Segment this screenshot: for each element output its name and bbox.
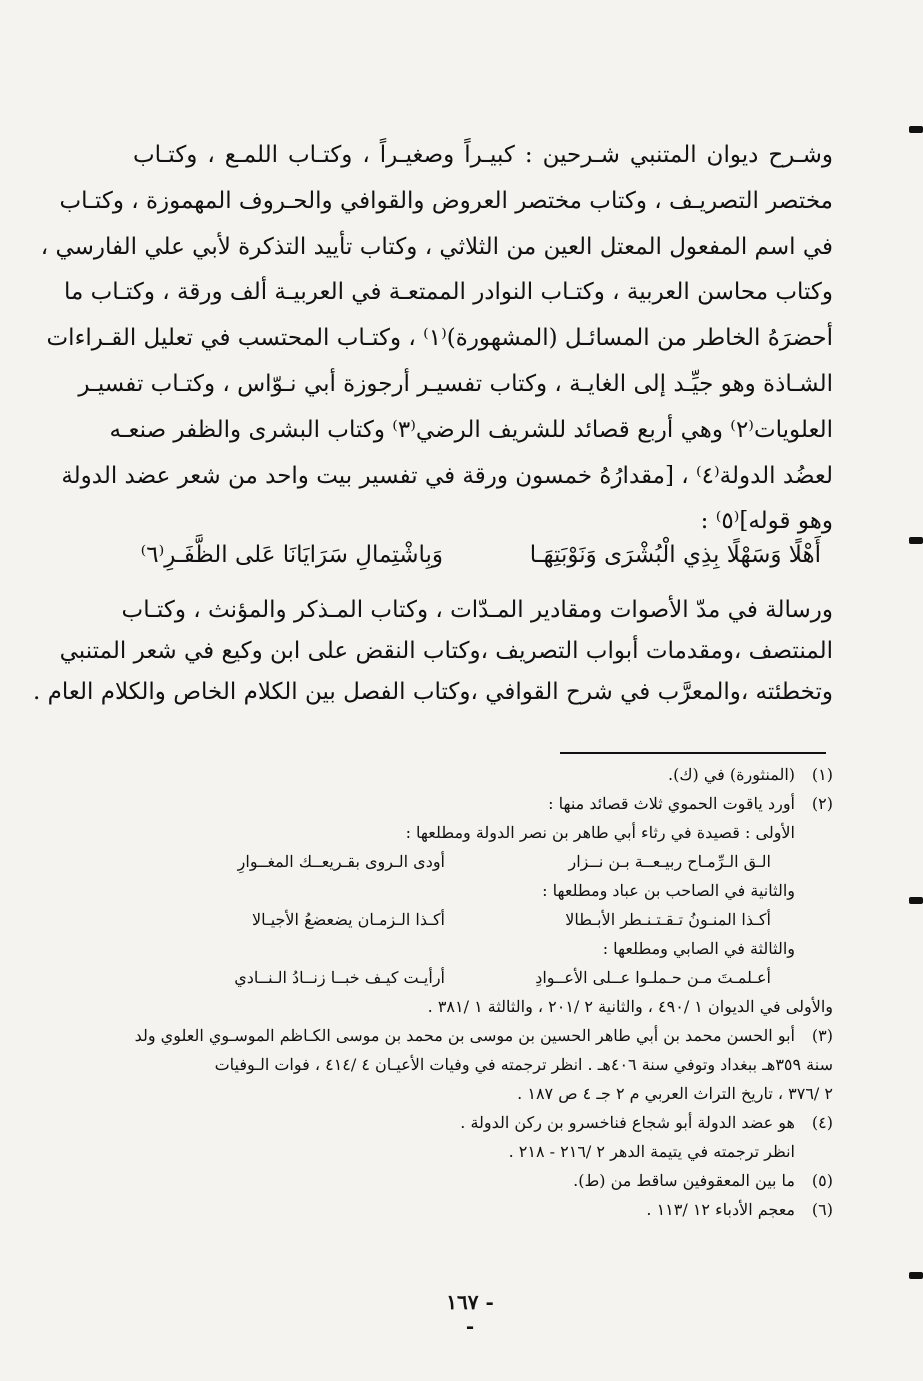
footnote-3 [133, 1021, 833, 1050]
verse-second-hemistich: أكـذا الـزمـان يضعضعُ الأجيـالا [252, 910, 445, 929]
footnote-line: هو عضد الدولة أبو شجاع فناخسرو بن ركن الدولة . [460, 1113, 795, 1132]
footnote-line: والثانية في الصاحب بن عباد ومطلعها : [542, 881, 795, 900]
footnote-line: أبو الحسن محمد بن أبي طاهر الحسين بن موسى بن محمد بن موسى الكـاظم الموسـوي العلوي ولد [134, 1026, 795, 1045]
footnote-line: الأولى : قصيدة في رثاء أبي طاهر بن نصر الدولة ومطلعها : [405, 823, 795, 842]
body-line: الشـاذة وهو جيِّـد إلى الغايـة ، وكتاب تفسيـر أرجوزة أبي نـوّاس ، وكتـاب تفسيـر [78, 370, 833, 397]
footnote-number: (٦) [811, 1200, 833, 1219]
poem-verse [133, 905, 795, 934]
footnote-4 [133, 1108, 833, 1166]
verse-second-hemistich: وَبِاشْتِمالِ سَرَايَانَا عَلى الظَّفَـرِ⁽٦⁾ [140, 542, 443, 568]
verse-second-hemistich: أرأيـت كيـف خبــا زنــادُ الـنــادي [234, 968, 445, 987]
body-line: وهو قوله]⁽٥⁾ : [700, 508, 833, 535]
main-text-continued [33, 590, 833, 713]
body-line: مختصر التصريـف ، وكتاب مختصر العروض والقوافي والحـروف المهموزة ، وكتـاب [59, 187, 833, 214]
body-line: ورسالة في مدّ الأصوات ومقادير المـدّات ، وكتاب المـذكر والمؤنث ، وكتـاب [121, 597, 833, 623]
footnote-1 [133, 760, 833, 789]
footnote-line: سنة ٣٥٩هـ ببغداد وتوفي سنة ٤٠٦هـ . انظر ترجمته في وفيات الأعيـان ٤ /٤١٤ ، فوات الـوفيات [214, 1055, 833, 1074]
footnote-text: ما بين المعقوفين ساقط من (ط). [573, 1171, 795, 1190]
body-line: وكتاب محاسن العربية ، وكتـاب النوادر الممتعـة في العربيـة ألف ورقة ، وكتـاب ما [63, 279, 833, 306]
footnote-text [133, 1021, 795, 1050]
footnote-number: (٤) [811, 1113, 833, 1132]
body-line: في اسم المفعول المعتل العين من الثلاثي ، وكتاب تأييد التذكرة لأبي علي الفارسي ، [40, 233, 833, 260]
verse-first-hemistich: أكـذا المنـونُ تـقـتـنـطر الأبـطالا [565, 910, 771, 929]
body-line: وتخطئته ،والمعرَّب في شرح القوافي ،وكتاب الفصل بين الكلام الخاص والكلام العام . [33, 679, 833, 705]
footnote-2-references [133, 992, 833, 1021]
page-number: - ١٦٧ - [446, 1290, 494, 1338]
footnote-text: (المنثورة) في (ك). [668, 765, 795, 784]
poem-verse [133, 847, 795, 876]
body-line: أحضرَهُ الخاطر من المسائـل (المشهورة)⁽١⁾ ، وكتـاب المحتسب في تعليل القـراءات [46, 325, 833, 352]
scan-edge-mark [909, 897, 923, 904]
footnote-number: (١) [811, 765, 833, 784]
body-line: العلويات⁽٢⁾ وهي أربع قصائد للشريف الرضي⁽٣⁾ وكتاب البشرى والظفر صنعـه [109, 416, 833, 443]
footnote-number: (٢) [811, 794, 833, 813]
scan-edge-mark [909, 537, 923, 544]
footnote-text [133, 1050, 833, 1108]
footnote-line: أورد ياقوت الحموي ثلاث قصائد منها : [548, 794, 795, 813]
footnote-line: والثالثة في الصابي ومطلعها : [602, 939, 795, 958]
footnote-number: (٥) [811, 1171, 833, 1190]
verse-first-hemistich: أعـلمـتَ مـن حـملـوا عــلى الأعــوادِ [535, 968, 771, 987]
body-line: المنتصف ،ومقدمات أبواب التصريف ،وكتاب النقض على ابن وكيع في شعر المتنبي [59, 638, 833, 664]
footnote-line: انظر ترجمته في يتيمة الدهر ٢ /٢١٦ - ٢١٨ . [508, 1142, 795, 1161]
footnote-text [133, 1108, 795, 1166]
footnote-number: (٣) [811, 1026, 833, 1045]
footnote-text [133, 789, 795, 992]
scan-edge-mark [909, 1272, 923, 1279]
footnote-3-continued [133, 1050, 833, 1108]
poetry-verse [133, 542, 833, 588]
verse-second-hemistich: أودى الـروى بقـريعــك المغــوارِ [237, 852, 445, 871]
footnote-line: ٢ /٣٧٦ ، تاريخ التراث العربي م ٢ جـ ٤ ص ١٨٧ . [517, 1084, 833, 1103]
footnotes [133, 760, 833, 1224]
body-line: لعضُد الدولة⁽٤⁾ ، [مقدارُهُ خمسون ورقة في تفسير بيت واحد من شعر عضد الدولة [61, 462, 833, 489]
footnote-2 [133, 789, 833, 992]
footnote-text: معجم الأدباء ١٢ /١١٣ . [646, 1200, 795, 1219]
footnote-5 [133, 1166, 833, 1195]
main-text [40, 133, 833, 545]
scan-edge-mark [909, 126, 923, 133]
body-line: وشـرح ديوان المتنبي شـرحين : كبيـراً وصغيـراً ، وكتـاب اللمـع ، وكتـاب [133, 142, 833, 168]
verse-first-hemistich: أَهْلًا وَسَهْلًا بِذِي الْبُشْرَى وَنَوْبَتِهَـا [529, 542, 821, 568]
verse-first-hemistich: الـق الـرِّمـاح ربيـعــة بـن نــزار [568, 852, 771, 871]
footnote-separator [560, 752, 826, 754]
footnote-line: والأولى في الديوان ١ /٤٩٠ ، والثانية ٢ /٢٠١ ، والثالثة ١ /٣٨١ . [427, 997, 833, 1016]
footnote-6 [133, 1195, 833, 1224]
poem-verse [133, 963, 795, 992]
